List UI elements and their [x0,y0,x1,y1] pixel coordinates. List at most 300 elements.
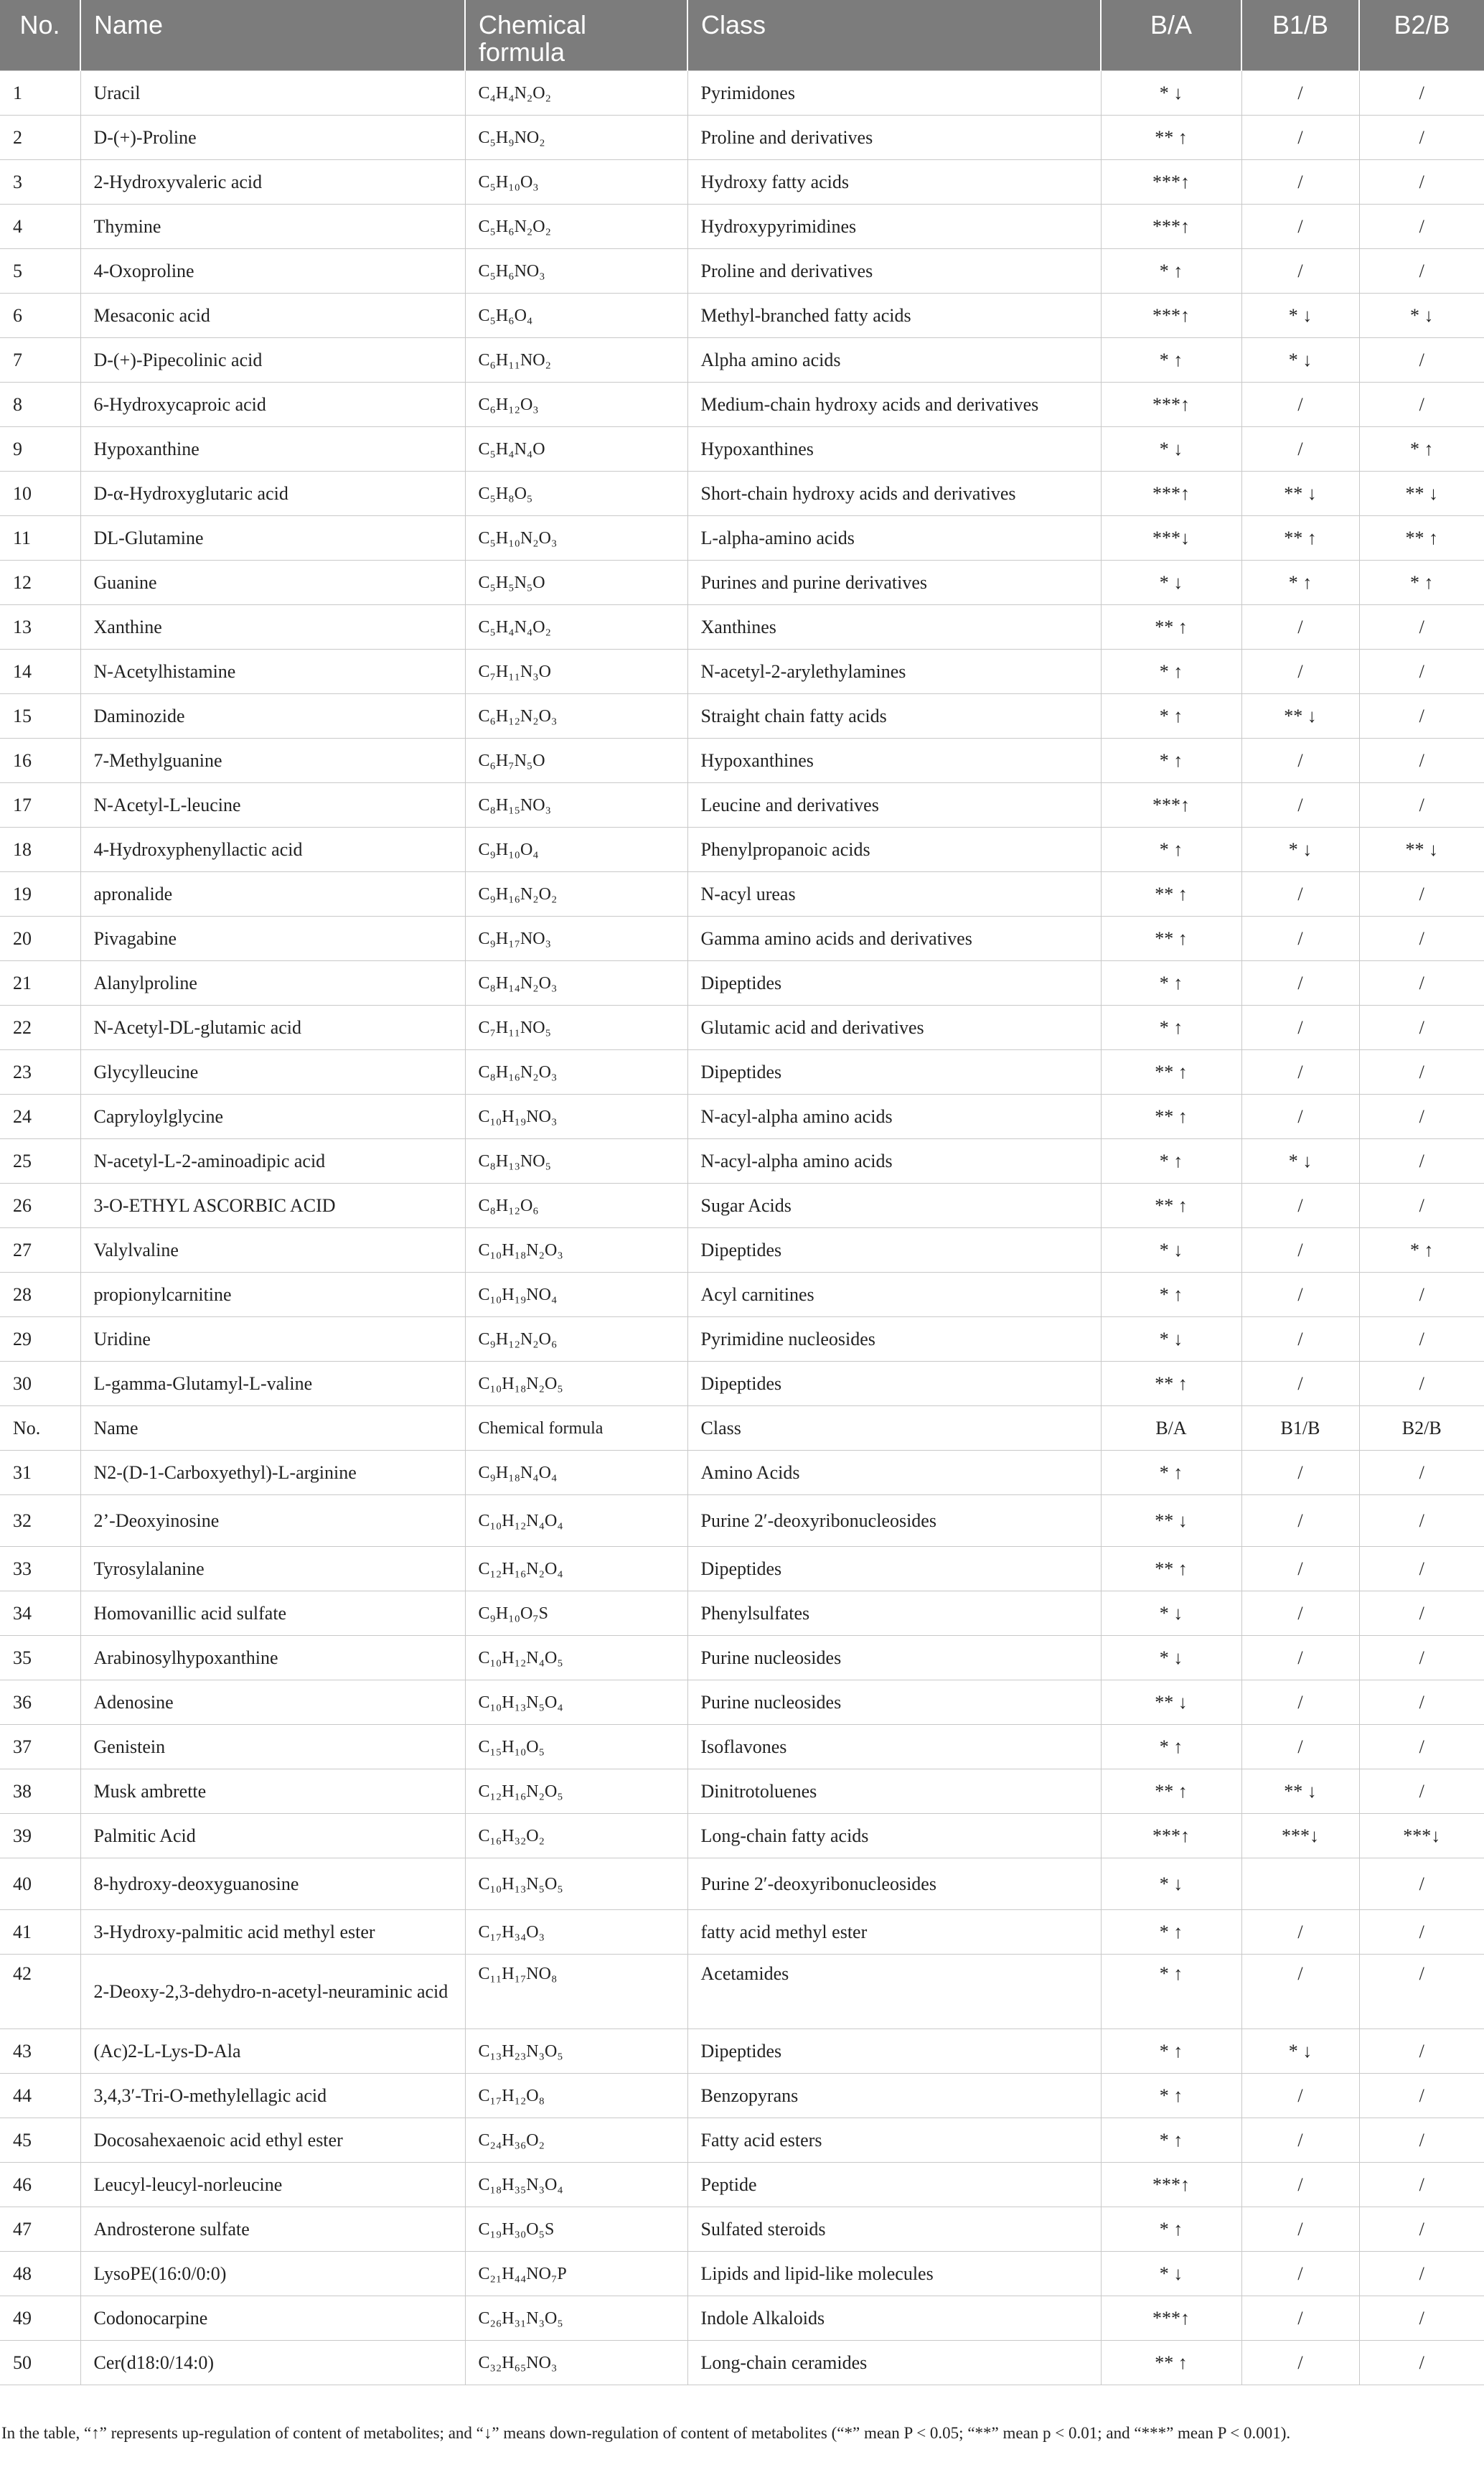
cell-class: Dipeptides [687,1228,1101,1273]
cell-ba: * ↑ [1101,338,1241,383]
cell-b1b: / [1241,1095,1359,1139]
cell-formula: C₅H₅N₅O [465,561,687,605]
table-row [0,2074,1484,2118]
cell-ba: * ↑ [1101,1006,1241,1050]
table-row [0,917,1484,961]
cell-class: Class [687,1406,1101,1451]
cell-formula: C₆H₁₂O₃ [465,383,687,427]
cell-ba: ***↑ [1101,294,1241,338]
table-row [0,2207,1484,2252]
cell-no: 1 [0,71,80,116]
cell-b1b: / [1241,917,1359,961]
cell-name: N2-(D-1-Carboxyethyl)-L-arginine [80,1451,465,1495]
table-row [0,1184,1484,1228]
cell-b1b: / [1241,1050,1359,1095]
cell-ba: ** ↑ [1101,1547,1241,1591]
table-row [0,383,1484,427]
cell-class: Purine nucleosides [687,1680,1101,1725]
cell-class: Sugar Acids [687,1184,1101,1228]
cell-formula: C₁₁H₁₇NO₈ [465,1955,687,2029]
cell-b2b: / [1359,1006,1484,1050]
cell-ba: ***↑ [1101,205,1241,249]
cell-b2b: / [1359,1317,1484,1362]
cell-b1b: / [1241,160,1359,205]
cell-b1b: ** ↓ [1241,1769,1359,1814]
cell-no: 7 [0,338,80,383]
cell-no: 21 [0,961,80,1006]
cell-name: Uridine [80,1317,465,1362]
cell-b2b: * ↑ [1359,427,1484,472]
cell-b1b: / [1241,2252,1359,2296]
cell-class: Acetamides [687,1955,1101,2029]
cell-b2b: / [1359,1858,1484,1910]
cell-ba: * ↑ [1101,1955,1241,2029]
cell-class: Phenylsulfates [687,1591,1101,1636]
cell-name: apronalide [80,872,465,917]
cell-ba: ***↑ [1101,383,1241,427]
cell-b1b: / [1241,1228,1359,1273]
table-row [0,1228,1484,1273]
cell-ba: ***↑ [1101,783,1241,828]
cell-no: 9 [0,427,80,472]
table-row [0,1769,1484,1814]
cell-name: Homovanillic acid sulfate [80,1591,465,1636]
table-row [0,427,1484,472]
cell-no: 6 [0,294,80,338]
cell-name: 8-hydroxy-deoxyguanosine [80,1858,465,1910]
table-row [0,249,1484,294]
table-row [0,561,1484,605]
cell-class: Benzopyrans [687,2074,1101,2118]
header-b2b: B2/B [1359,0,1484,71]
cell-no: 44 [0,2074,80,2118]
table-row [0,71,1484,116]
cell-name: Androsterone sulfate [80,2207,465,2252]
cell-formula: C₉H₁₀O₇S [465,1591,687,1636]
cell-formula: C₁₃H₂₃N₃O₅ [465,2029,687,2074]
cell-class: Dipeptides [687,961,1101,1006]
table-row [0,1910,1484,1955]
cell-formula: C₈H₁₆N₂O₃ [465,1050,687,1095]
table-footnote: In the table, “↑” represents up-regulation of content of metabolites; and “↓” means down-regulation of content of metabolites (“*” mean P < 0.05; “**” mean p < 0.01; and “***” mean P < 0.001). [1,2424,1291,2442]
cell-no: 27 [0,1228,80,1273]
table-row [0,472,1484,516]
cell-ba: ** ↑ [1101,872,1241,917]
cell-b1b: / [1241,1680,1359,1725]
cell-no: 34 [0,1591,80,1636]
header-formula: Chemical formula [465,0,687,71]
cell-ba: * ↓ [1101,1858,1241,1910]
cell-b1b: * ↓ [1241,828,1359,872]
cell-b2b: / [1359,694,1484,739]
cell-class: Long-chain ceramides [687,2341,1101,2385]
cell-ba: ** ↑ [1101,1769,1241,1814]
cell-ba: ** ↑ [1101,116,1241,160]
cell-class: N-acyl ureas [687,872,1101,917]
cell-ba: ***↑ [1101,2163,1241,2207]
cell-b2b: / [1359,116,1484,160]
cell-class: Medium-chain hydroxy acids and derivatives [687,383,1101,427]
cell-formula: C₆H₇N₅O [465,739,687,783]
cell-b1b: / [1241,205,1359,249]
cell-b2b: / [1359,1591,1484,1636]
cell-b2b: / [1359,2252,1484,2296]
cell-class: Isoflavones [687,1725,1101,1769]
cell-b1b: ** ↓ [1241,694,1359,739]
cell-b1b: / [1241,650,1359,694]
table-row [0,872,1484,917]
table-row [0,1591,1484,1636]
cell-no: 10 [0,472,80,516]
cell-formula: C₁₂H₁₆N₂O₄ [465,1547,687,1591]
cell-b2b: / [1359,1955,1484,2029]
cell-b1b: / [1241,1955,1359,2029]
cell-ba: ***↑ [1101,160,1241,205]
cell-ba: * ↓ [1101,1591,1241,1636]
cell-b1b [1241,1858,1359,1910]
table-row [0,1050,1484,1095]
cell-class: Purines and purine derivatives [687,561,1101,605]
table-row [0,2341,1484,2385]
cell-name: Pivagabine [80,917,465,961]
cell-formula: C₁₀H₁₃N₅O₅ [465,1858,687,1910]
cell-b2b: / [1359,1184,1484,1228]
cell-ba: ** ↓ [1101,1495,1241,1547]
cell-b1b: / [1241,116,1359,160]
cell-no: 35 [0,1636,80,1680]
cell-b2b: / [1359,160,1484,205]
cell-class: N-acyl-alpha amino acids [687,1095,1101,1139]
cell-class: Purine 2′-deoxyribonucleosides [687,1858,1101,1910]
cell-formula: C₈H₁₂O₆ [465,1184,687,1228]
cell-name: Leucyl-leucyl-norleucine [80,2163,465,2207]
cell-no: 23 [0,1050,80,1095]
table-row [0,1362,1484,1406]
cell-ba: * ↑ [1101,2207,1241,2252]
cell-ba: * ↓ [1101,1636,1241,1680]
cell-formula: C₆H₁₁NO₂ [465,338,687,383]
cell-ba: * ↓ [1101,1317,1241,1362]
cell-b1b: ***↓ [1241,1814,1359,1858]
cell-class: Methyl-branched fatty acids [687,294,1101,338]
cell-b2b: / [1359,2207,1484,2252]
cell-name: Xanthine [80,605,465,650]
cell-name: Palmitic Acid [80,1814,465,1858]
cell-ba: ***↑ [1101,472,1241,516]
cell-name: 3-Hydroxy-palmitic acid methyl ester [80,1910,465,1955]
cell-formula: C₁₉H₃₀O₅S [465,2207,687,2252]
header-b1b: B1/B [1241,0,1359,71]
cell-formula: C₂₁H₄₄NO₇P [465,2252,687,2296]
cell-ba: * ↑ [1101,650,1241,694]
cell-class: Purine 2′-deoxyribonucleosides [687,1495,1101,1547]
cell-class: Peptide [687,2163,1101,2207]
cell-b1b: / [1241,1495,1359,1547]
cell-ba: * ↓ [1101,71,1241,116]
cell-formula: C₁₀H₁₉NO₄ [465,1273,687,1317]
cell-no: 4 [0,205,80,249]
cell-name: LysoPE(16:0/0:0) [80,2252,465,2296]
cell-formula: C₁₅H₁₀O₅ [465,1725,687,1769]
cell-no: 38 [0,1769,80,1814]
cell-name: 2-Hydroxyvaleric acid [80,160,465,205]
cell-class: Hypoxanthines [687,739,1101,783]
cell-class: Fatty acid esters [687,2118,1101,2163]
cell-b1b: / [1241,783,1359,828]
cell-class: N-acyl-alpha amino acids [687,1139,1101,1184]
cell-ba: * ↑ [1101,2029,1241,2074]
cell-name: 2’-Deoxyinosine [80,1495,465,1547]
cell-b1b: / [1241,1636,1359,1680]
cell-formula: C₉H₁₈N₄O₄ [465,1451,687,1495]
cell-b2b: * ↑ [1359,1228,1484,1273]
cell-ba: ***↓ [1101,516,1241,561]
cell-formula: C₁₀H₁₈N₂O₅ [465,1362,687,1406]
cell-ba: * ↓ [1101,2252,1241,2296]
cell-no: 32 [0,1495,80,1547]
cell-name: Guanine [80,561,465,605]
cell-b2b: / [1359,1273,1484,1317]
cell-b2b: B2/B [1359,1406,1484,1451]
cell-ba: ** ↑ [1101,605,1241,650]
table-row [0,694,1484,739]
cell-formula: C₉H₁₇NO₃ [465,917,687,961]
cell-b1b: * ↓ [1241,2029,1359,2074]
cell-formula: C₁₀H₁₂N₄O₄ [465,1495,687,1547]
cell-class: Short-chain hydroxy acids and derivatives [687,472,1101,516]
cell-formula: C₉H₁₆N₂O₂ [465,872,687,917]
cell-b2b: / [1359,1362,1484,1406]
cell-ba: * ↑ [1101,2074,1241,2118]
cell-name: Tyrosylalanine [80,1547,465,1591]
cell-b1b: / [1241,872,1359,917]
cell-class: Acyl carnitines [687,1273,1101,1317]
cell-name: D-(+)-Proline [80,116,465,160]
cell-b1b: / [1241,2118,1359,2163]
cell-formula: C₁₂H₁₆N₂O₅ [465,1769,687,1814]
cell-class: L-alpha-amino acids [687,516,1101,561]
cell-no: 42 [0,1955,80,2029]
cell-formula: C₅H₆O₄ [465,294,687,338]
repeat-header-row [0,1406,1484,1451]
cell-class: Amino Acids [687,1451,1101,1495]
cell-ba: * ↓ [1101,561,1241,605]
cell-class: Dipeptides [687,2029,1101,2074]
cell-name: Musk ambrette [80,1769,465,1814]
cell-formula: C₅H₆NO₃ [465,249,687,294]
cell-ba: * ↑ [1101,1451,1241,1495]
cell-b1b: / [1241,739,1359,783]
cell-formula: Chemical formula [465,1406,687,1451]
cell-b2b: / [1359,1495,1484,1547]
table-row [0,1139,1484,1184]
cell-class: Pyrimidine nucleosides [687,1317,1101,1362]
cell-b1b: / [1241,1006,1359,1050]
cell-formula: C₇H₁₁N₃O [465,650,687,694]
cell-b1b: / [1241,1591,1359,1636]
cell-class: Alpha amino acids [687,338,1101,383]
cell-no: 33 [0,1547,80,1591]
cell-b2b: ** ↓ [1359,472,1484,516]
cell-class: Phenylpropanoic acids [687,828,1101,872]
cell-name: Name [80,1406,465,1451]
cell-formula: C₁₈H₃₅N₃O₄ [465,2163,687,2207]
table-body [0,71,1484,2385]
cell-formula: C₅H₈O₅ [465,472,687,516]
cell-formula: C₅H₄N₄O₂ [465,605,687,650]
cell-name: Arabinosylhypoxanthine [80,1636,465,1680]
table-row [0,338,1484,383]
cell-no: 17 [0,783,80,828]
cell-name: Mesaconic acid [80,294,465,338]
cell-b2b: / [1359,2118,1484,2163]
cell-b2b: / [1359,872,1484,917]
cell-no: 5 [0,249,80,294]
cell-no: 26 [0,1184,80,1228]
cell-formula: C₄H₄N₂O₂ [465,71,687,116]
cell-b2b: / [1359,383,1484,427]
cell-no: 24 [0,1095,80,1139]
cell-no: 29 [0,1317,80,1362]
cell-name: D-α-Hydroxyglutaric acid [80,472,465,516]
cell-ba: ** ↓ [1101,1680,1241,1725]
cell-b2b: / [1359,1050,1484,1095]
cell-b1b: / [1241,1273,1359,1317]
cell-no: 20 [0,917,80,961]
cell-no: 45 [0,2118,80,2163]
table-row [0,294,1484,338]
cell-b2b: / [1359,605,1484,650]
cell-class: Purine nucleosides [687,1636,1101,1680]
cell-class: Leucine and derivatives [687,783,1101,828]
cell-name: Adenosine [80,1680,465,1725]
cell-class: Hypoxanthines [687,427,1101,472]
cell-name: N-acetyl-L-2-aminoadipic acid [80,1139,465,1184]
cell-b2b: ** ↑ [1359,516,1484,561]
cell-no: 41 [0,1910,80,1955]
header-ba: B/A [1101,0,1241,71]
cell-class: Xanthines [687,605,1101,650]
cell-name: (Ac)2-L-Lys-D-Ala [80,2029,465,2074]
cell-class: Pyrimidones [687,71,1101,116]
cell-name: Hypoxanthine [80,427,465,472]
cell-name: 3-O-ETHYL ASCORBIC ACID [80,1184,465,1228]
cell-no: 37 [0,1725,80,1769]
table-row [0,2296,1484,2341]
cell-name: Alanylproline [80,961,465,1006]
table-row [0,1451,1484,1495]
cell-name: 4-Hydroxyphenyllactic acid [80,828,465,872]
cell-b1b: / [1241,1910,1359,1955]
table-row [0,516,1484,561]
cell-class: Glutamic acid and derivatives [687,1006,1101,1050]
table-row [0,2029,1484,2074]
header-row [0,0,1484,71]
cell-no: 15 [0,694,80,739]
cell-no: 36 [0,1680,80,1725]
cell-b2b: / [1359,1769,1484,1814]
cell-formula: C₆H₁₂N₂O₃ [465,694,687,739]
cell-b1b: / [1241,961,1359,1006]
cell-b1b: / [1241,2074,1359,2118]
cell-formula: C₁₀H₁₈N₂O₃ [465,1228,687,1273]
cell-no: 46 [0,2163,80,2207]
cell-b2b: / [1359,2074,1484,2118]
cell-ba: ** ↑ [1101,1362,1241,1406]
cell-name: N-Acetylhistamine [80,650,465,694]
cell-b2b: / [1359,1139,1484,1184]
cell-name: L-gamma-Glutamyl-L-valine [80,1362,465,1406]
cell-no: 39 [0,1814,80,1858]
cell-ba: * ↓ [1101,1228,1241,1273]
cell-no: 40 [0,1858,80,1910]
table-row [0,1725,1484,1769]
cell-name: 3,4,3′-Tri-O-methylellagic acid [80,2074,465,2118]
cell-formula: C₈H₁₃NO₅ [465,1139,687,1184]
cell-b2b: / [1359,1910,1484,1955]
cell-name: Genistein [80,1725,465,1769]
cell-no: 3 [0,160,80,205]
cell-no: 2 [0,116,80,160]
cell-formula: C₁₇H₃₄O₃ [465,1910,687,1955]
cell-ba: ***↑ [1101,2296,1241,2341]
cell-b2b: / [1359,917,1484,961]
cell-ba: ** ↑ [1101,1050,1241,1095]
cell-formula: C₂₄H₃₆O₂ [465,2118,687,2163]
cell-name: propionylcarnitine [80,1273,465,1317]
table-row [0,1955,1484,2029]
cell-b1b: / [1241,2163,1359,2207]
cell-class: Hydroxy fatty acids [687,160,1101,205]
cell-formula: C₅H₄N₄O [465,427,687,472]
cell-formula: C₁₇H₁₂O₈ [465,2074,687,2118]
table-row [0,1317,1484,1362]
cell-ba: * ↑ [1101,249,1241,294]
cell-class: Dipeptides [687,1362,1101,1406]
cell-b2b: / [1359,783,1484,828]
cell-name: 4-Oxoproline [80,249,465,294]
cell-no: 8 [0,383,80,427]
header-class: Class [687,0,1101,71]
cell-b1b: / [1241,2207,1359,2252]
cell-ba: B/A [1101,1406,1241,1451]
cell-b1b: * ↓ [1241,338,1359,383]
header-no: No. [0,0,80,71]
table-row [0,1273,1484,1317]
cell-class: Proline and derivatives [687,249,1101,294]
cell-no: 16 [0,739,80,783]
cell-ba: ** ↑ [1101,2341,1241,2385]
cell-b2b: / [1359,1680,1484,1725]
cell-name: N-Acetyl-L-leucine [80,783,465,828]
cell-b1b: * ↓ [1241,294,1359,338]
cell-class: Hydroxypyrimidines [687,205,1101,249]
cell-b1b: / [1241,1725,1359,1769]
cell-no: 47 [0,2207,80,2252]
table-row [0,160,1484,205]
cell-formula: C₉H₁₂N₂O₆ [465,1317,687,1362]
header-name: Name [80,0,465,71]
table-row [0,1495,1484,1547]
table-row [0,1547,1484,1591]
cell-b2b: / [1359,2029,1484,2074]
cell-class: Long-chain fatty acids [687,1814,1101,1858]
cell-ba: * ↑ [1101,1139,1241,1184]
cell-b1b: / [1241,1451,1359,1495]
cell-formula: C₂₆H₃₁N₃O₅ [465,2296,687,2341]
cell-b1b: * ↓ [1241,1139,1359,1184]
cell-ba: * ↑ [1101,1910,1241,1955]
